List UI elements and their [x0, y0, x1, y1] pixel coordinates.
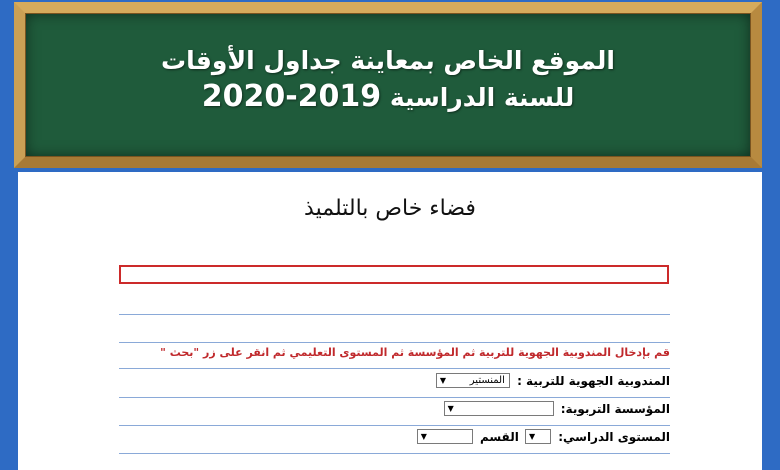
chevron-down-icon: ▼	[439, 376, 447, 385]
section-select[interactable]	[417, 429, 473, 444]
institution-label: المؤسسة التربوية:	[560, 401, 670, 416]
chalkboard-header	[14, 2, 762, 168]
section-label: القسم	[479, 429, 519, 444]
chevron-down-icon: ▼	[447, 404, 454, 413]
delegation-label: المندوبية الجهوية للتربية :	[517, 373, 670, 388]
divider-line	[119, 425, 670, 426]
chevron-down-icon: ▼	[529, 432, 536, 441]
chevron-down-icon: ▼	[420, 432, 427, 441]
divider-line	[119, 453, 670, 454]
title-line-2	[25, 79, 751, 116]
level-select[interactable]	[525, 429, 551, 444]
delegation-row	[119, 373, 670, 395]
instruction-text: قم بإدخال المندوبية الجهوية للتربية ثم المؤسسة ثم المستوى التعليمي ثم انقر على زر "بحث "	[160, 346, 670, 359]
divider-line	[119, 342, 670, 343]
divider-line	[119, 397, 670, 398]
institution-select[interactable]	[444, 401, 554, 416]
level-row	[119, 429, 670, 451]
institution-row	[119, 401, 670, 423]
student-space-title: فضاء خاص بالتلميذ	[304, 196, 476, 221]
title-years: 2019-2020	[201, 79, 382, 114]
divider-line	[119, 368, 670, 369]
divider-line	[119, 314, 670, 315]
page-title	[25, 43, 751, 116]
student-space-panel	[18, 172, 762, 470]
title-line-2-prefix: للسنة الدراسية	[381, 83, 575, 112]
delegation-select[interactable]	[436, 373, 510, 388]
message-box	[119, 265, 669, 284]
level-label: المستوى الدراسي:	[558, 429, 670, 444]
title-line-1: الموقع الخاص بمعاينة جداول الأوقات	[161, 46, 615, 75]
delegation-selected-value: المنستير	[469, 375, 505, 386]
